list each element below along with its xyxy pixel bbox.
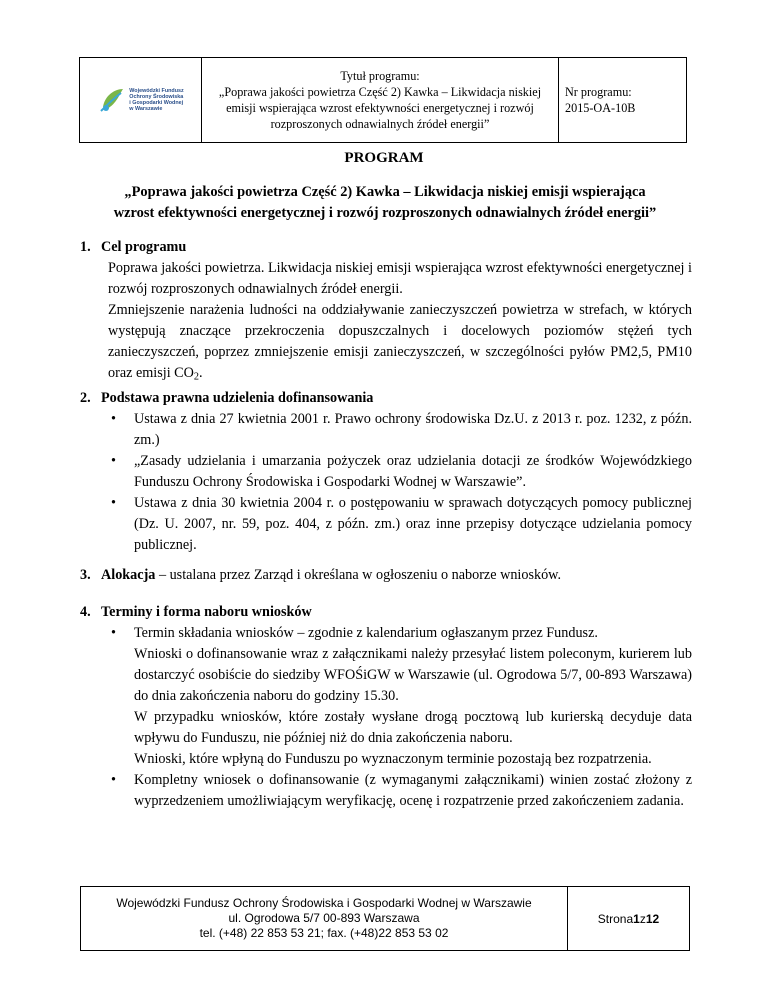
list-item: • Termin składania wniosków – zgodnie z kalendarium ogłaszanym przez Fundusz. Wnioski o dofinansowanie wraz z załącznikami należy przesyłać listem poleconym, kurierem lub dostarczyć osobiście do siedziby WFOŚiGW w Warszawie (ul. Ogrodowa 5/7, 00-893 Warszawa) do dnia zakończenia naboru do godziny 15.30. W przypadku wniosków, które zostały wysłane drogą pocztową lub kurierską decyduje data wpływu do Funduszu, nie później niż do dnia zakończenia naboru. Wnioski, które wpłyną do Funduszu po wyznaczonym terminie pozostają bez rozpatrzenia. [80,623,692,770]
section-body [80,258,692,388]
footer-table [80,886,690,951]
logo-text: Wojewódzki Fundusz Ochrony Środowiska i Gospodarki Wodnej w Warszawie [129,88,184,112]
number-value: 2015-OA-10B [565,101,636,115]
section-heading: 3. Alokacja [80,567,156,583]
leaf-logo-icon [97,85,127,115]
list-item: • Ustawa z dnia 30 kwietnia 2004 r. o postępowaniu w sprawach dotyczących pomocy publicznej (Dz. U. 2007, nr. 59, poz. 404, z późn. zm.) oraz inne przepisy dotyczące udzielania pomocy publicznej. [80,493,692,556]
bullet-list [80,623,692,812]
section-4 [80,602,692,812]
paragraph: Zmniejszenie narażenia ludności na oddziaływanie zanieczyszczeń powietrza w strefach, w których występują znaczące przekroczenia dopuszczalnych i docelowych poziomów stężeń tych zanieczyszczeń, poprzez zmniejszenie emisji zanieczyszczeń, w szczególności pyłów PM2,5, PM10 oraz emisji $CO_2$. [108,302,692,383]
paragraph: Poprawa jakości powietrza. Likwidacja niskiej emisji wspierająca wzrost efektywności energetycznej i rozwój rozproszonych odnawialnych źródeł energii. [108,260,692,297]
section-3 [80,565,692,586]
section-text: – ustalana przez Zarząd i określana w ogłoszeniu o naborze wniosków. [155,567,562,583]
header-table [79,57,687,143]
logo-cell [80,58,202,142]
bullet-list [80,409,692,556]
program-title-cell [202,58,559,142]
section-heading: 4. Terminy i forma naboru wniosków [80,604,312,620]
number-label: Nr programu: [565,85,632,99]
section-1 [80,237,692,388]
title-label: Tytuł programu: [340,69,420,83]
document-subtitle: „Poprawa jakości powietrza Część 2) Kawka – Likwidacja niskiej emisji wspierająca wzrost efektywności energetycznej i rozwój rozproszonych odnawialnych źródeł energii” [113,184,657,221]
section-heading: 2. Podstawa prawna udzielenia dofinansowania [80,390,374,406]
list-item: • „Zasady udzielania i umarzania pożyczek oraz udzielania dotacji ze środków Wojewódzkiego Funduszu Ochrony Środowiska i Gospodarki Wodnej w Warszawie”. [80,451,692,493]
section-2 [80,388,692,556]
title-line: emisji wspierająca wzrost efektywności energetycznej i rozwój [226,101,534,115]
title-line: „Poprawa jakości powietrza Część 2) Kawka – Likwidacja niskiej [218,85,542,99]
list-item: • Ustawa z dnia 27 kwietnia 2001 r. Prawo ochrony środowiska Dz.U. z 2013 r. poz. 1232, z późn. zm.) [80,409,692,451]
document-title: PROGRAM [344,150,424,166]
title-line: rozproszonych odnawialnych źródeł energii” [270,117,490,131]
section-heading: 1. Cel programu [80,239,187,255]
list-item: • Kompletny wniosek o dofinansowanie (z wymaganymi załącznikami) winien zostać złożony z wyprzedzeniem umożliwiającym weryfikację, ocenę i rozpatrzenie przed zakończeniem zadania. [80,770,692,812]
program-number-cell [559,58,686,142]
page-number: Strona 1 z 12 [597,911,660,926]
wfosigw-logo [97,85,183,115]
footer-address: Wojewódzki Fundusz Ochrony Środowiska i Gospodarki Wodnej w Warszawie ul. Ogrodowa 5/7 00-893 Warszawa tel. (+48) 22 853 53 21; fax. (+48)22 853 53 02 [81,887,568,950]
